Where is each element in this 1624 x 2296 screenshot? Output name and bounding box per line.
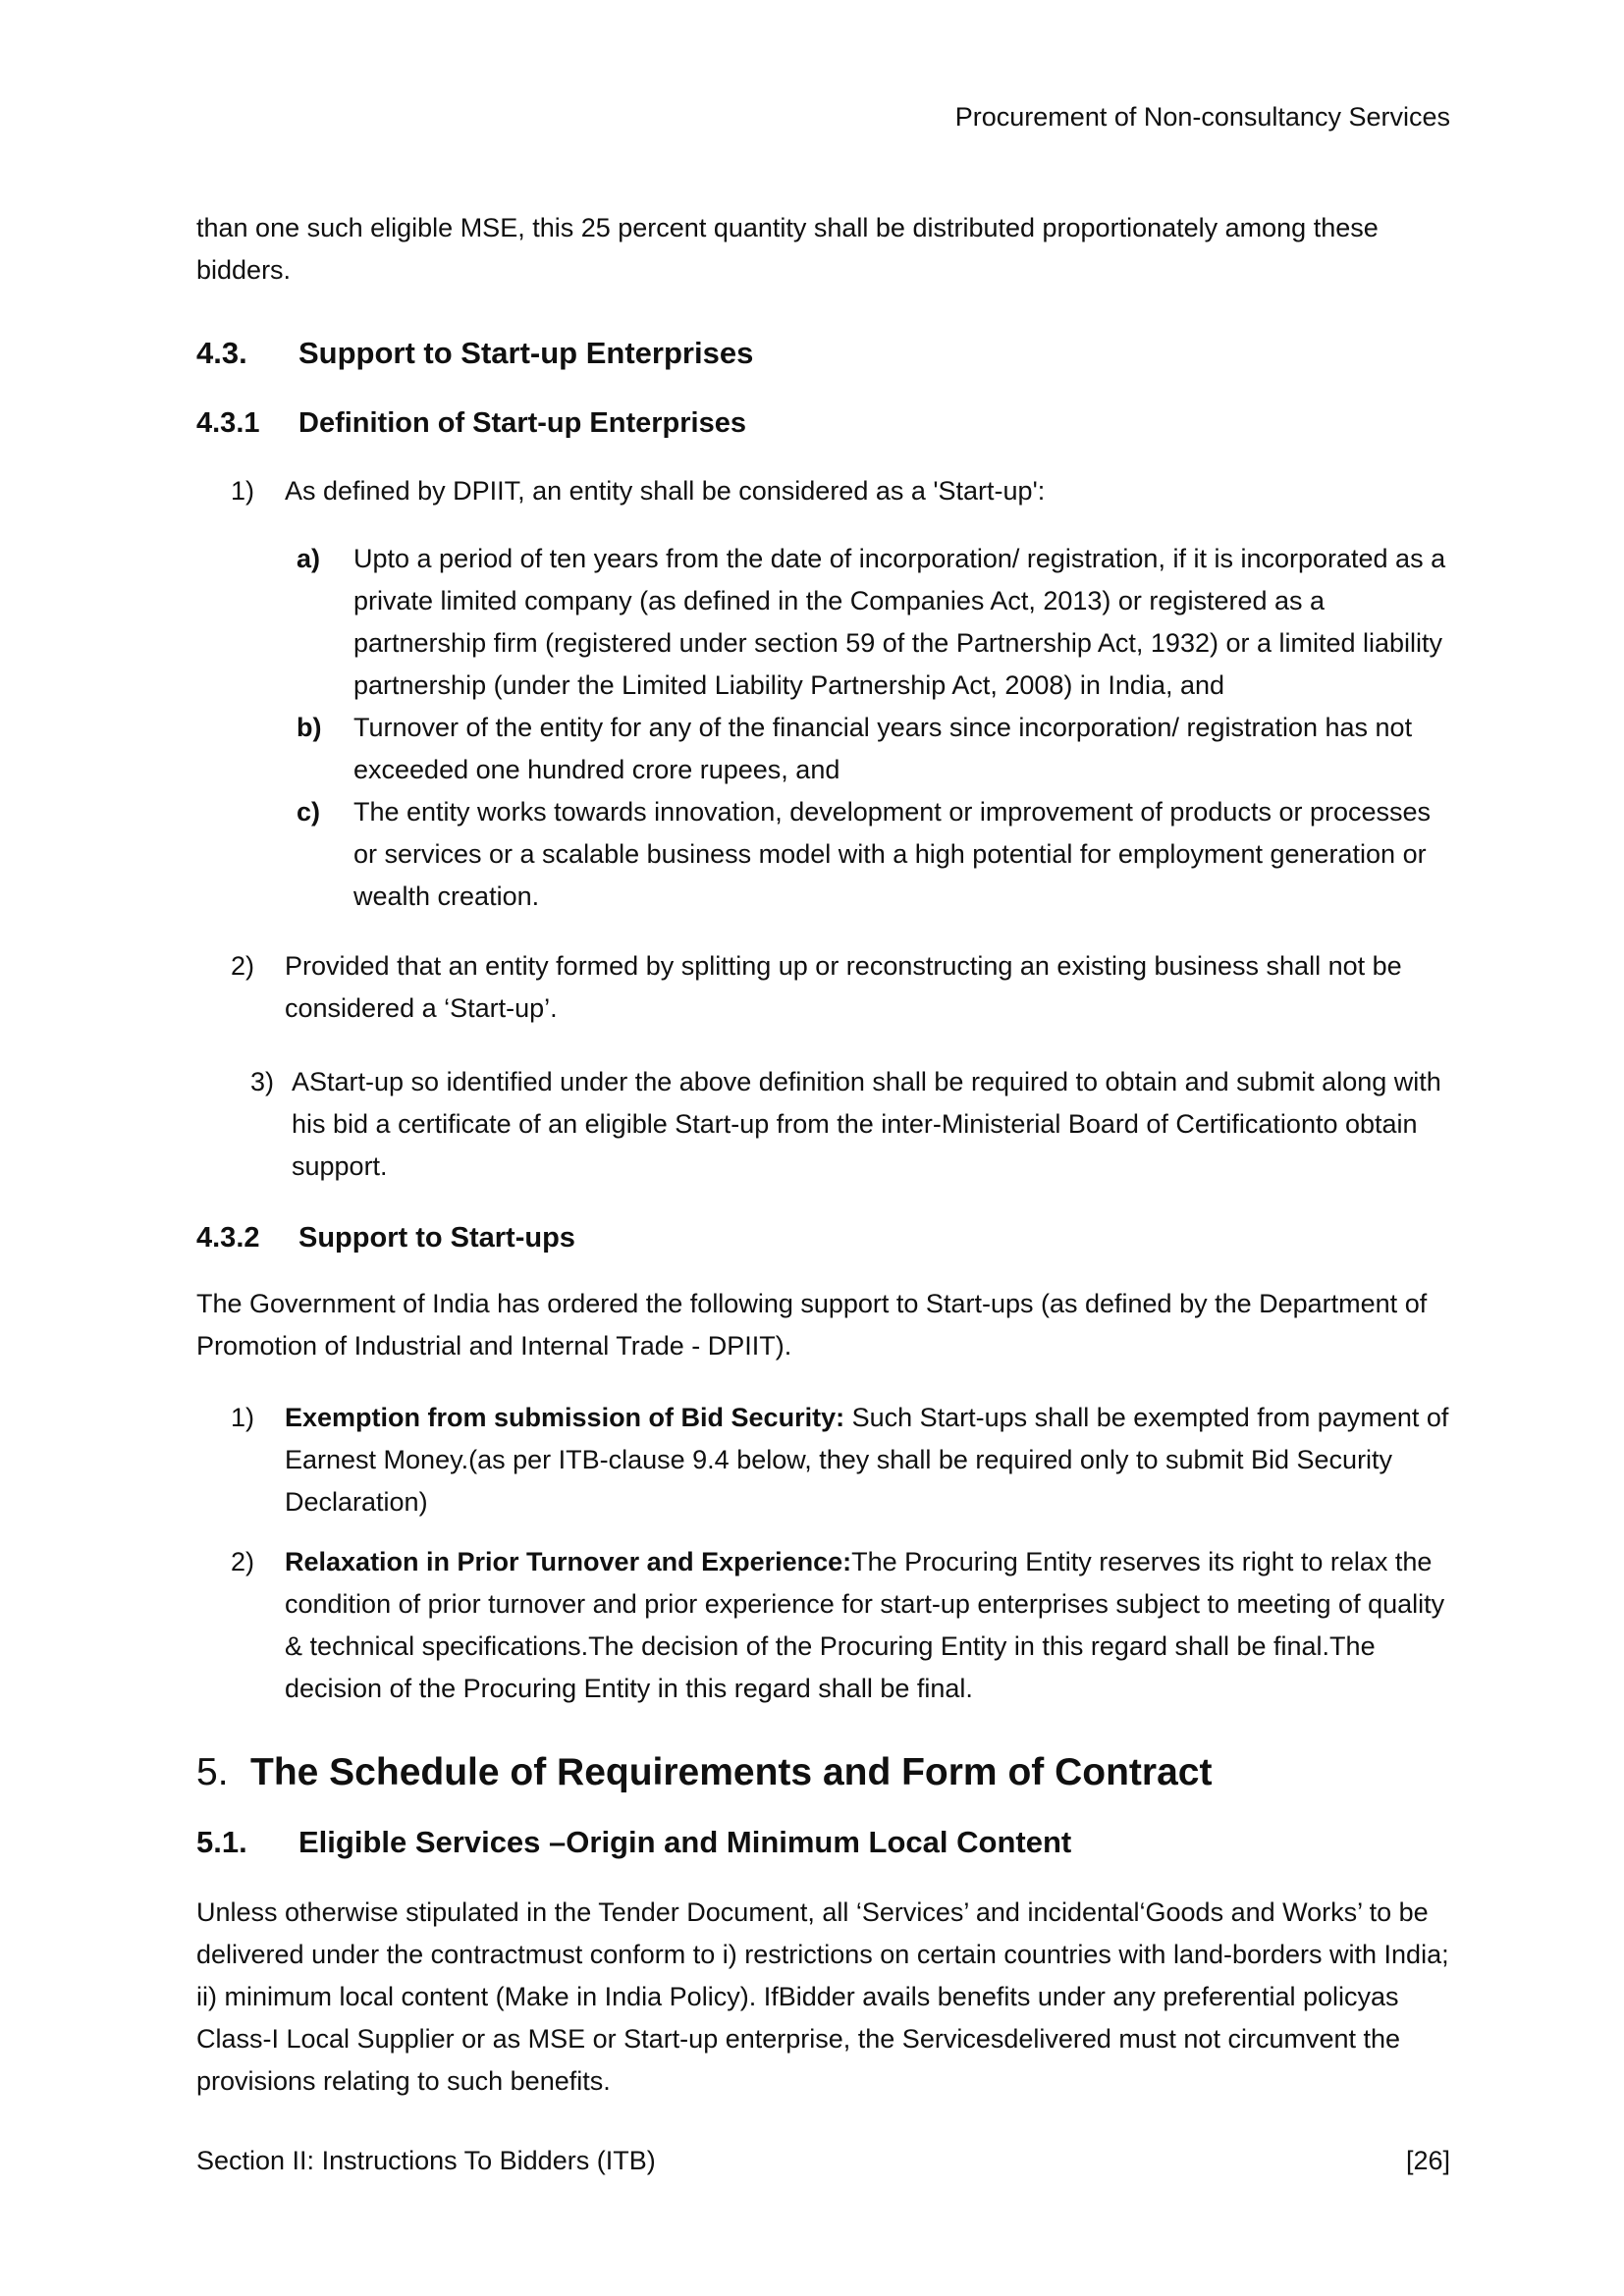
- heading-number: 5.: [196, 1751, 229, 1793]
- list-marker: a): [297, 544, 321, 573]
- footer-section-label: Section II: Instructions To Bidders (ITB): [196, 2146, 656, 2175]
- page-footer: [196, 2140, 1450, 2182]
- support-item-2: [196, 1541, 1450, 1710]
- heading-5: [196, 1747, 1450, 1798]
- footer-page-number: [26]: [1405, 2146, 1450, 2175]
- list-item-2: [196, 945, 1450, 1030]
- list-text-bold: Exemption from submission of Bid Security:: [285, 1403, 845, 1432]
- list-text: Turnover of the entity for any of the financial years since incorporation/ registration has not exceeded one hundred crore rupees, and: [353, 713, 1413, 784]
- list-text: AStart-up so identified under the above definition shall be required to obtain and submit along with his bid a certificate of an eligible Start-up from the inter-Ministerial Board of Certificationto obtain support.: [292, 1067, 1441, 1181]
- heading-title: Support to Start-ups: [298, 1222, 575, 1254]
- list-item-1a: [196, 538, 1450, 707]
- heading-4-3-1: [196, 404, 1450, 443]
- list-text: [285, 1397, 1450, 1523]
- heading-number: 5.1.: [196, 1825, 247, 1859]
- heading-4-3-2: [196, 1219, 1450, 1257]
- page-content: [196, 0, 1450, 2103]
- page-header: [196, 96, 1450, 138]
- intro-paragraph: than one such eligible MSE, this 25 percent quantity shall be distributed proportionately among these bidders.: [196, 213, 1379, 285]
- list-text: The entity works towards innovation, development or improvement of products or processes or services or a scalable business model with a high potential for employment generation or wealth creation.: [353, 797, 1432, 911]
- heading-title: Definition of Start-up Enterprises: [298, 407, 746, 439]
- heading-title: Eligible Services –Origin and Minimum Local Content: [298, 1825, 1072, 1859]
- list-text: Provided that an entity formed by splitting up or reconstructing an existing business shall not be considered a ‘Start-up’.: [285, 951, 1402, 1023]
- list-text: Upto a period of ten years from the date of incorporation/ registration, if it is incorporated as a private limited company (as defined in the Companies Act, 2013) or registered as a partnership firm (registered under section 59 of the Partnership Act, 1932) or a limited liability partnership (under the Limited Liability Partnership Act, 2008) in India, and: [353, 544, 1446, 700]
- support-item-1: [196, 1397, 1450, 1523]
- heading-5-1: [196, 1822, 1450, 1862]
- heading-4-3: [196, 333, 1450, 373]
- heading-title: The Schedule of Requirements and Form of Contract: [250, 1751, 1213, 1793]
- list-text-rest: Such Start-ups shall be exempted from payment of Earnest Money.(as per ITB-clause 9.4 below, they shall be required only to submit Bid Security Declaration): [285, 1403, 1449, 1517]
- header-title: Procurement of Non-consultancy Services: [954, 102, 1450, 132]
- heading-title: Support to Start-up Enterprises: [298, 336, 754, 370]
- heading-number: 4.3.1: [196, 407, 260, 439]
- list-text: As defined by DPIIT, an entity shall be considered as a 'Start-up':: [285, 476, 1046, 506]
- heading-number: 4.3.: [196, 336, 247, 370]
- list-marker: 1): [231, 476, 255, 506]
- support-intro-paragraph: The Government of India has ordered the following support to Start-ups (as defined by the Department of Promotion of Industrial and Internal Trade - DPIIT).: [196, 1289, 1428, 1361]
- list-marker: c): [297, 797, 321, 827]
- heading-number: 4.3.2: [196, 1222, 260, 1254]
- list-item-1b: [196, 707, 1450, 791]
- list-item-1: [196, 470, 1450, 512]
- list-text: [285, 1541, 1450, 1710]
- list-marker: 2): [231, 951, 255, 981]
- list-marker: 3): [250, 1067, 275, 1096]
- eligible-services-paragraph: Unless otherwise stipulated in the Tender Document, all ‘Services’ and incidental‘Goods and Works’ to be delivered under the contractmust conform to i) restrictions on certain countries with land-borders with India; ii) minimum local content (Make in India Policy). IfBidder avails benefits under any preferential policyas Class-I Local Supplier or as MSE or Start-up enterprise, the Servicesdelivered must not circumvent the provisions relating to such benefits.: [196, 1897, 1449, 2096]
- list-marker: 2): [231, 1547, 255, 1576]
- list-item-1c: [196, 791, 1450, 918]
- list-text-bold: Relaxation in Prior Turnover and Experience:: [285, 1547, 852, 1576]
- list-marker: b): [297, 713, 322, 742]
- list-item-3: [196, 1061, 1450, 1188]
- list-marker: 1): [231, 1403, 255, 1432]
- list-text-rest: The Procuring Entity reserves its right to relax the condition of prior turnover and prior experience for start-up enterprises subject to meeting of quality & technical specifications.The decision of the Procuring Entity in this regard shall be final.The decision of the Procuring Entity in this regard shall be final.: [285, 1547, 1445, 1703]
